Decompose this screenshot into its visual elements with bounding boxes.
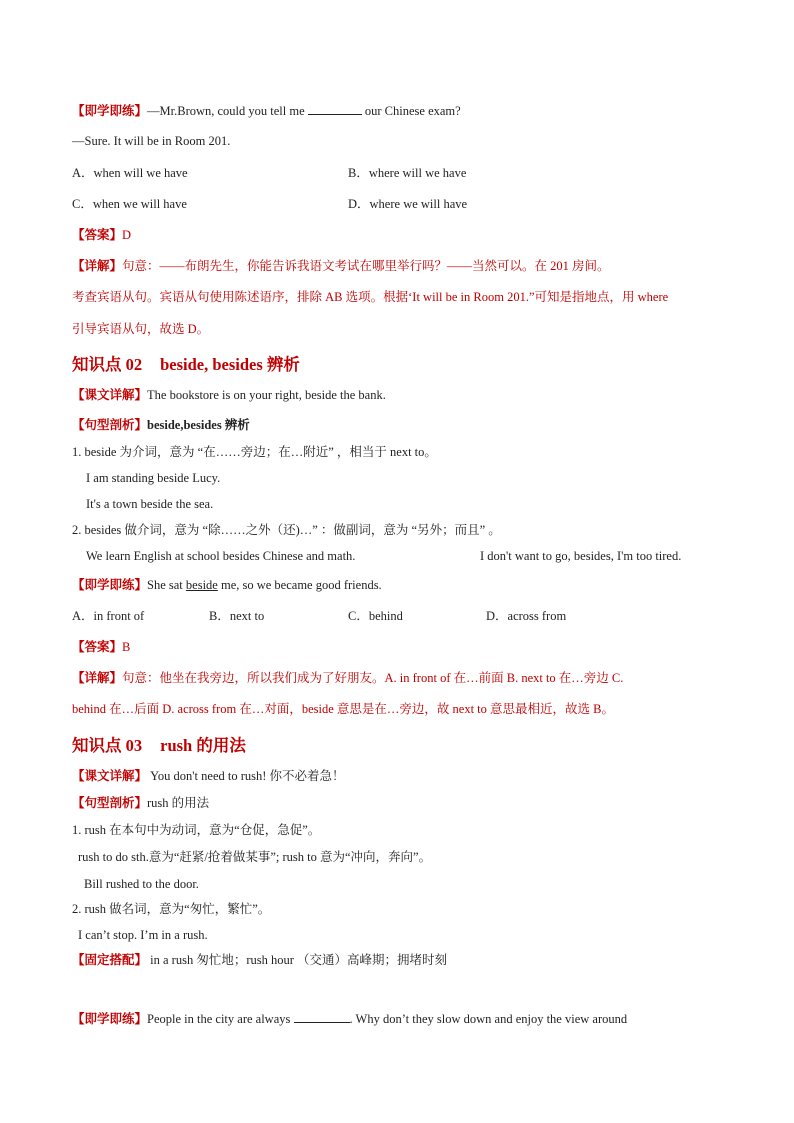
section3-analysis: 【句型剖析】rush 的用法 bbox=[72, 796, 210, 810]
q1-reply: —Sure. It will be in Room 201. bbox=[72, 134, 231, 148]
section2-analysis: 【句型剖析】beside,besides 辨析 bbox=[72, 418, 250, 432]
q1-option-c: C．when we will have bbox=[72, 197, 187, 211]
q1-option-d: D．where we will have bbox=[348, 197, 468, 211]
q1-detail-3: 引导宾语从句，故选 D。 bbox=[72, 322, 210, 336]
section2-detail: 【详解】句意：他坐在我旁边，所以我们成为了好朋友。A. in front of 在…前面 B. next to 在…旁边 C. bbox=[72, 671, 624, 685]
section2-option-c: C．behind bbox=[348, 609, 403, 623]
section-heading-02: 知识点 02 beside, besides 辨析 bbox=[72, 355, 300, 374]
section2-text: 【课文详解】The bookstore is on your right, beside the bank. bbox=[72, 388, 386, 402]
section2-example-1: I am standing beside Lucy. bbox=[86, 471, 221, 485]
q1-detail: 【详解】句意：——布朗先生，你能告诉我语文考试在哪里举行吗？——当然可以。在 201 房间。 bbox=[72, 259, 610, 273]
section2-example-2: It's a town beside the sea. bbox=[86, 497, 214, 511]
answer-blank bbox=[308, 102, 362, 115]
section2-example-4: I don't want to go, besides, I'm too tired. bbox=[480, 549, 682, 563]
q1-answer: 【答案】D bbox=[72, 228, 132, 242]
answer-blank bbox=[294, 1010, 350, 1023]
underlined-word: beside bbox=[185, 578, 218, 592]
q1-stem: 【即学即练】—Mr.Brown, could you tell me our Chinese exam? bbox=[72, 104, 461, 118]
section3-item2: 2. rush 做名词，意为“匆忙，繁忙”。 bbox=[72, 902, 271, 916]
section3-item1: 1. rush 在本句中为动词，意为“仓促，急促”。 bbox=[72, 823, 321, 837]
section2-option-a: A．in front of bbox=[72, 609, 145, 623]
q1-option-b: B．where will we have bbox=[348, 166, 467, 180]
section2-detail-2: behind 在…后面 D. across from 在…对面，beside 意思是在…旁边，故 next to 意思最相近，故选 B。 bbox=[72, 702, 614, 716]
section3-text: 【课文详解】 You don't need to rush! 你不必着急！ bbox=[72, 769, 345, 783]
section3-practice: 【即学即练】People in the city are always . Why don’t they slow down and enjoy the view around bbox=[72, 1012, 628, 1026]
section2-practice: 【即学即练】She sat beside me, so we became good friends. bbox=[72, 578, 382, 592]
section2-answer: 【答案】B bbox=[72, 640, 131, 654]
section2-item1: 1. beside 为介词，意为 “在……旁边；在…附近” ，相当于 next to。 bbox=[72, 445, 437, 459]
section3-example-1: Bill rushed to the door. bbox=[84, 877, 199, 891]
section3-item1b: rush to do sth.意为“赶紧/抢着做某事”; rush to 意为“冲向，奔向”。 bbox=[78, 850, 432, 864]
q1-option-a: A．when will we have bbox=[72, 166, 188, 180]
section2-option-b: B．next to bbox=[209, 609, 265, 623]
section2-option-d: D．across from bbox=[486, 609, 567, 623]
section3-example-2: I can’t stop. I’m in a rush. bbox=[78, 928, 208, 942]
section2-item2: 2. besides 做介词，意为 “除……之外（还)…” ：做副词，意为 “另外；而且” 。 bbox=[72, 523, 501, 537]
practice-tag: 【即学即练】 bbox=[72, 104, 148, 118]
section-heading-03: 知识点 03 rush 的用法 bbox=[72, 736, 246, 755]
section3-fixed: 【固定搭配】 in a rush 匆忙地；rush hour （交通）高峰期；拥堵时刻 bbox=[72, 953, 448, 967]
section2-example-3: We learn English at school besides Chinese and math. bbox=[86, 549, 356, 563]
q1-detail-2: 考查宾语从句。宾语从句使用陈述语序，排除 AB 选项。根据‘It will be in Room 201.”可知是指地点，用 where bbox=[72, 290, 669, 304]
